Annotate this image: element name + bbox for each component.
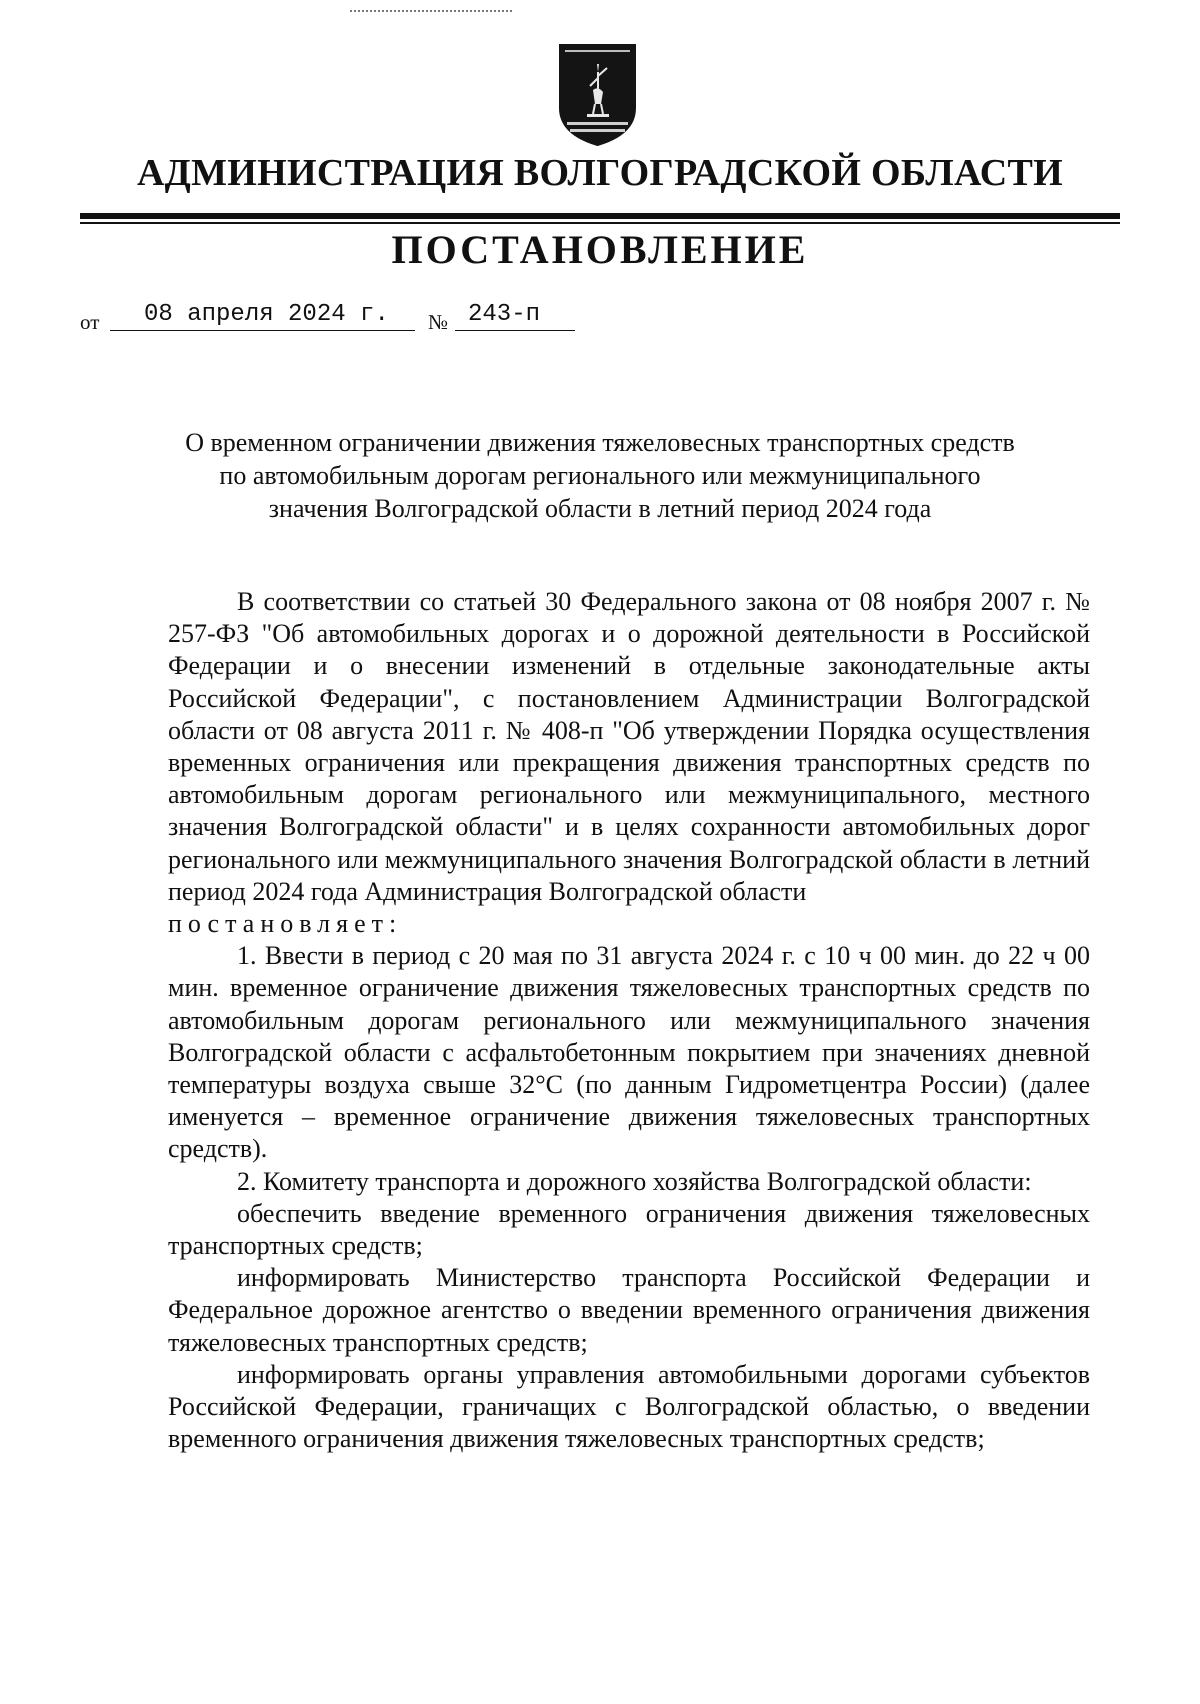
scan-edge-mark [350,10,512,12]
resolves-word: постановляет: [168,909,403,939]
item-2-subitem: информировать Министерство транспорта Российской Федерации и Федеральное дорожное агентство о введении временного ограничения движения тяжеловесных транспортных средств; [168,1263,1090,1357]
preamble-paragraph: В соответствии со статьей 30 Федерального закона от 08 ноября 2007 г. № 257-ФЗ "Об автомобильных дорогах и о дорожной деятельности в Российской Федерации и о внесении изменений в отдельные законодательные акты Российской Федерации", с постановлением Администрации Волгоградской области от 08 августа 2011 г. № 408-п "Об утверждении Порядка осуществления временных ограничения или прекращения движения транспортных средств по автомобильным дорогам регионального или межмуниципального, местного значения Волгоградской области" и в целях сохранности автомобильных дорог регионального или межмуниципального значения Волгоградской области в летний период 2024 года Администрация Волгоградской области [168,587,1090,906]
subject-line: по автомобильным дорогам регионального или межмуниципального [219,461,981,490]
header-rule-thin [80,222,1120,224]
item-1-paragraph: 1. Ввести в период с 20 мая по 31 августа 2024 г. с 10 ч 00 мин. до 22 ч 00 мин. временное ограничение движения тяжеловесных транспортных средств по автомобильным дорогам регионального или межмуниципального значения Волгоградской области с асфальтобетонным покрытием при значениях дневной температуры воздуха свыше 32°С (по данным Гидрометцентра России) (далее именуется – временное ограничение движения тяжеловесных транспортных средств). [168,941,1090,1164]
header-rule-thick [80,213,1120,219]
subject-line: О временном ограничении движения тяжеловесных транспортных средств [185,428,1015,457]
item-2-subitem: обеспечить введение временного ограничения движения тяжеловесных транспортных средств; [168,1198,1090,1261]
document-meta [0,297,1200,337]
item-2-subitem: информировать органы управления автомобильными дорогами субъектов Российской Федерации, граничащих с Волгоградской областью, о введении временного ограничения движения тяжеловесных транспортных средств; [168,1359,1090,1454]
document-number: 243-п [468,301,541,328]
subject-line: значения Волгоградской области в летний период 2024 года [268,494,932,523]
coat-of-arms-icon [557,42,638,148]
organization-title: АДМИНИСТРАЦИЯ ВОЛГОГРАДСКОЙ ОБЛАСТИ [136,152,1064,194]
from-label: от [80,310,100,334]
document-body [168,586,1090,1455]
document-type-heading: ПОСТАНОВЛЕНИЕ [391,227,809,272]
number-underline [455,330,575,331]
number-label: № [428,310,449,334]
document-subject [120,426,1080,525]
item-2-paragraph: 2. Комитету транспорта и дорожного хозяйства Волгоградской области: [237,1166,1032,1196]
document-date: 08 апреля 2024 г. [144,301,389,328]
date-underline [110,330,415,331]
